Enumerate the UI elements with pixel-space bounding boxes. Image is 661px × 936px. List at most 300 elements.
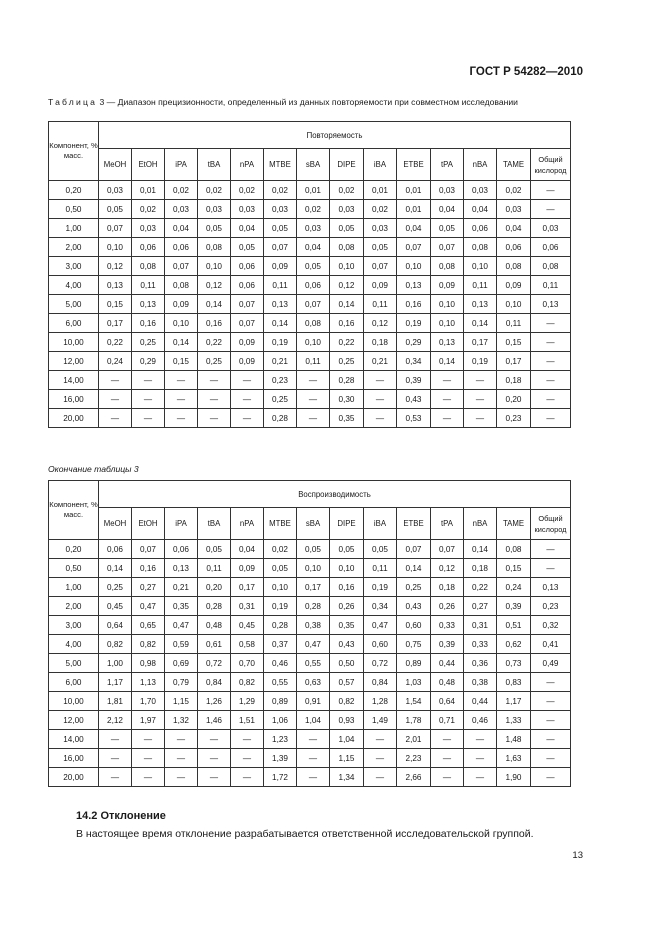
table-caption: [48, 97, 588, 109]
data-cell: 1,29: [231, 692, 264, 711]
data-cell: —: [531, 371, 571, 390]
group-header: Повторяемость: [99, 122, 571, 149]
data-cell: 0,08: [132, 257, 165, 276]
data-cell: 0,70: [231, 654, 264, 673]
data-cell: 0,08: [165, 276, 198, 295]
data-cell: 0,12: [330, 276, 364, 295]
data-cell: 0,22: [99, 333, 132, 352]
data-cell: 1,90: [497, 768, 531, 787]
data-cell: 0,61: [198, 635, 231, 654]
column-header: Общий кислород: [531, 149, 571, 181]
component-value-cell: 5,00: [49, 654, 99, 673]
column-header: ETBE: [397, 149, 431, 181]
column-header: tPA: [431, 149, 464, 181]
data-cell: 0,11: [132, 276, 165, 295]
data-cell: —: [198, 730, 231, 749]
data-cell: —: [364, 371, 397, 390]
data-cell: 0,14: [264, 314, 297, 333]
data-cell: 0,02: [231, 181, 264, 200]
data-cell: 0,69: [165, 654, 198, 673]
data-cell: 0,28: [264, 616, 297, 635]
data-cell: 1,54: [397, 692, 431, 711]
data-cell: 0,20: [497, 390, 531, 409]
group-header: Воспроизводимость: [99, 481, 571, 508]
data-cell: 0,18: [464, 559, 497, 578]
data-cell: 0,82: [330, 692, 364, 711]
data-cell: 0,16: [132, 559, 165, 578]
table-row: [49, 181, 571, 200]
data-cell: 0,08: [330, 238, 364, 257]
data-cell: 0,11: [464, 276, 497, 295]
reproducibility-table: [48, 480, 571, 787]
column-header: tBA: [198, 508, 231, 540]
column-header: nPA: [231, 508, 264, 540]
column-header: tBA: [198, 149, 231, 181]
data-cell: —: [297, 749, 330, 768]
data-cell: 0,48: [431, 673, 464, 692]
table-row: [49, 768, 571, 787]
data-cell: 0,03: [264, 200, 297, 219]
data-cell: 0,29: [397, 333, 431, 352]
data-cell: 1,39: [264, 749, 297, 768]
data-cell: 0,07: [165, 257, 198, 276]
data-cell: 0,47: [132, 597, 165, 616]
data-cell: —: [531, 314, 571, 333]
table-row: [49, 597, 571, 616]
data-cell: 0,15: [497, 559, 531, 578]
data-cell: 0,47: [364, 616, 397, 635]
data-cell: 0,98: [132, 654, 165, 673]
data-cell: 0,07: [231, 295, 264, 314]
data-cell: 0,14: [397, 559, 431, 578]
data-cell: 0,13: [431, 333, 464, 352]
data-cell: 0,16: [132, 314, 165, 333]
data-cell: 0,73: [497, 654, 531, 673]
table-row: [49, 295, 571, 314]
data-cell: 0,03: [132, 219, 165, 238]
data-cell: 0,18: [497, 371, 531, 390]
data-cell: 0,03: [464, 181, 497, 200]
table-row: [49, 390, 571, 409]
data-cell: 0,15: [99, 295, 132, 314]
data-cell: 0,03: [231, 200, 264, 219]
data-cell: 0,83: [497, 673, 531, 692]
data-cell: 0,04: [231, 540, 264, 559]
data-cell: 0,16: [330, 314, 364, 333]
data-cell: 0,14: [330, 295, 364, 314]
table-row: [49, 749, 571, 768]
data-cell: 0,09: [231, 559, 264, 578]
data-cell: 0,07: [397, 238, 431, 257]
data-cell: 0,30: [330, 390, 364, 409]
data-cell: 0,10: [431, 314, 464, 333]
data-cell: 0,37: [264, 635, 297, 654]
data-cell: 0,13: [99, 276, 132, 295]
data-cell: 0,10: [431, 295, 464, 314]
section-title: 14.2 Отклонение: [76, 810, 166, 822]
data-cell: 0,02: [264, 540, 297, 559]
data-cell: 1,04: [297, 711, 330, 730]
data-cell: 1,72: [264, 768, 297, 787]
component-value-cell: 5,00: [49, 295, 99, 314]
data-cell: 0,25: [99, 578, 132, 597]
table-row: [49, 654, 571, 673]
data-cell: 0,01: [397, 200, 431, 219]
data-cell: —: [297, 730, 330, 749]
data-cell: 0,75: [397, 635, 431, 654]
data-cell: —: [132, 371, 165, 390]
data-cell: 0,01: [132, 181, 165, 200]
data-cell: 0,04: [165, 219, 198, 238]
data-cell: 0,29: [132, 352, 165, 371]
data-cell: 0,34: [364, 597, 397, 616]
data-cell: —: [531, 692, 571, 711]
data-cell: 0,10: [264, 578, 297, 597]
data-cell: 0,04: [297, 238, 330, 257]
data-cell: —: [531, 390, 571, 409]
table-row: [49, 559, 571, 578]
data-cell: 0,06: [165, 540, 198, 559]
data-cell: —: [531, 200, 571, 219]
data-cell: 1,78: [397, 711, 431, 730]
data-cell: —: [364, 749, 397, 768]
data-cell: —: [364, 409, 397, 428]
data-cell: 0,14: [431, 352, 464, 371]
data-cell: 1,15: [165, 692, 198, 711]
caption-lead: Таблица: [48, 97, 98, 107]
data-cell: 0,23: [531, 597, 571, 616]
data-cell: 0,45: [231, 616, 264, 635]
data-cell: 0,08: [198, 238, 231, 257]
data-cell: 0,39: [431, 635, 464, 654]
data-cell: 0,82: [231, 673, 264, 692]
component-value-cell: 3,00: [49, 616, 99, 635]
data-cell: —: [431, 730, 464, 749]
data-cell: 0,72: [198, 654, 231, 673]
data-cell: 0,60: [397, 616, 431, 635]
data-cell: 0,08: [497, 257, 531, 276]
data-cell: 0,13: [264, 295, 297, 314]
data-cell: —: [231, 768, 264, 787]
column-header: iPA: [165, 149, 198, 181]
data-cell: —: [297, 371, 330, 390]
data-cell: 0,11: [198, 559, 231, 578]
data-cell: 0,01: [297, 181, 330, 200]
data-cell: —: [165, 749, 198, 768]
page-number: 13: [572, 850, 583, 861]
column-header: nBA: [464, 149, 497, 181]
data-cell: 0,45: [99, 597, 132, 616]
data-cell: 0,89: [397, 654, 431, 673]
data-cell: 0,08: [431, 257, 464, 276]
data-cell: 0,06: [297, 276, 330, 295]
data-cell: 0,01: [397, 181, 431, 200]
data-cell: 0,17: [297, 578, 330, 597]
data-cell: 1,46: [198, 711, 231, 730]
data-cell: 0,82: [99, 635, 132, 654]
data-cell: 0,18: [364, 333, 397, 352]
data-cell: —: [531, 540, 571, 559]
data-cell: 0,10: [330, 257, 364, 276]
data-cell: 0,06: [231, 276, 264, 295]
table-row: [49, 219, 571, 238]
data-cell: —: [132, 390, 165, 409]
component-value-cell: 20,00: [49, 768, 99, 787]
data-cell: 0,35: [165, 597, 198, 616]
data-cell: 0,20: [198, 578, 231, 597]
data-cell: 0,26: [431, 597, 464, 616]
component-value-cell: 6,00: [49, 314, 99, 333]
data-cell: 0,11: [264, 276, 297, 295]
data-cell: 0,10: [99, 238, 132, 257]
data-cell: 0,03: [297, 219, 330, 238]
data-cell: —: [531, 559, 571, 578]
component-value-cell: 20,00: [49, 409, 99, 428]
data-cell: 0,24: [99, 352, 132, 371]
data-cell: 0,27: [464, 597, 497, 616]
data-cell: —: [231, 409, 264, 428]
column-header: EtOH: [132, 149, 165, 181]
data-cell: 0,02: [364, 200, 397, 219]
data-cell: 0,71: [431, 711, 464, 730]
component-value-cell: 0,20: [49, 181, 99, 200]
data-cell: 0,25: [198, 352, 231, 371]
table-row: [49, 314, 571, 333]
data-cell: 0,04: [464, 200, 497, 219]
data-cell: —: [464, 768, 497, 787]
data-cell: 0,62: [497, 635, 531, 654]
column-header: TAME: [497, 508, 531, 540]
data-cell: 0,28: [330, 371, 364, 390]
data-cell: 0,55: [264, 673, 297, 692]
data-cell: 0,25: [264, 390, 297, 409]
data-cell: —: [165, 390, 198, 409]
data-cell: 0,09: [264, 257, 297, 276]
data-cell: 0,21: [264, 352, 297, 371]
table-row: [49, 673, 571, 692]
data-cell: 0,14: [165, 333, 198, 352]
data-cell: 0,07: [264, 238, 297, 257]
data-cell: —: [198, 371, 231, 390]
column-header: DIPE: [330, 508, 364, 540]
data-cell: —: [364, 768, 397, 787]
data-cell: 1,04: [330, 730, 364, 749]
data-cell: 0,04: [497, 219, 531, 238]
data-cell: —: [198, 768, 231, 787]
data-cell: 1,06: [264, 711, 297, 730]
data-cell: —: [132, 768, 165, 787]
data-cell: 0,14: [464, 314, 497, 333]
data-cell: 0,03: [165, 200, 198, 219]
data-cell: 0,10: [397, 257, 431, 276]
column-header: MeOH: [99, 508, 132, 540]
data-cell: 0,58: [231, 635, 264, 654]
data-cell: 0,17: [231, 578, 264, 597]
data-cell: —: [165, 730, 198, 749]
table-row: [49, 200, 571, 219]
data-cell: 0,28: [198, 597, 231, 616]
data-cell: 0,17: [464, 333, 497, 352]
data-cell: 0,19: [464, 352, 497, 371]
data-cell: 0,21: [165, 578, 198, 597]
data-cell: 0,12: [431, 559, 464, 578]
data-cell: 0,16: [330, 578, 364, 597]
data-cell: 0,05: [264, 559, 297, 578]
column-header: TAME: [497, 149, 531, 181]
data-cell: 1,70: [132, 692, 165, 711]
data-cell: 0,05: [431, 219, 464, 238]
data-cell: 1,48: [497, 730, 531, 749]
data-cell: 0,13: [464, 295, 497, 314]
data-cell: 1,34: [330, 768, 364, 787]
data-cell: 0,11: [297, 352, 330, 371]
caption-text: 3 — Диапазон прецизионности, определенный из данных повторяемости при совместном исследовании: [97, 97, 518, 107]
data-cell: 0,14: [198, 295, 231, 314]
data-cell: 0,10: [297, 333, 330, 352]
section-text: В настоящее время отклонение разрабатывается ответственной исследовательской группой.: [76, 828, 534, 840]
data-cell: 0,08: [531, 257, 571, 276]
repeatability-table: [48, 121, 571, 428]
data-cell: 0,22: [198, 333, 231, 352]
data-cell: —: [99, 730, 132, 749]
data-cell: 0,64: [431, 692, 464, 711]
data-cell: 0,33: [464, 635, 497, 654]
data-cell: 0,57: [330, 673, 364, 692]
data-cell: 0,06: [464, 219, 497, 238]
data-cell: 0,03: [531, 219, 571, 238]
data-cell: 0,05: [198, 219, 231, 238]
data-cell: 0,06: [165, 238, 198, 257]
component-value-cell: 12,00: [49, 352, 99, 371]
column-header: MTBE: [264, 508, 297, 540]
data-cell: —: [531, 181, 571, 200]
data-cell: 1,28: [364, 692, 397, 711]
data-cell: 1,81: [99, 692, 132, 711]
data-cell: 0,33: [431, 616, 464, 635]
component-value-cell: 10,00: [49, 692, 99, 711]
data-cell: 0,50: [330, 654, 364, 673]
component-value-cell: 4,00: [49, 635, 99, 654]
data-cell: 0,05: [364, 238, 397, 257]
data-cell: 0,03: [198, 200, 231, 219]
data-cell: 0,02: [165, 181, 198, 200]
data-cell: 1,26: [198, 692, 231, 711]
data-cell: 0,06: [231, 257, 264, 276]
data-cell: 0,02: [330, 181, 364, 200]
data-cell: 0,27: [132, 578, 165, 597]
data-cell: 0,03: [431, 181, 464, 200]
data-cell: 0,31: [231, 597, 264, 616]
column-header: DIPE: [330, 149, 364, 181]
data-cell: 0,84: [364, 673, 397, 692]
data-cell: 0,13: [531, 295, 571, 314]
data-cell: —: [531, 333, 571, 352]
data-cell: 0,10: [464, 257, 497, 276]
data-cell: 0,07: [297, 295, 330, 314]
data-cell: 1,63: [497, 749, 531, 768]
data-cell: 0,04: [397, 219, 431, 238]
data-cell: —: [364, 730, 397, 749]
component-value-cell: 1,00: [49, 219, 99, 238]
data-cell: —: [165, 768, 198, 787]
data-cell: 0,09: [497, 276, 531, 295]
data-cell: 0,43: [397, 390, 431, 409]
data-cell: 0,05: [198, 540, 231, 559]
column-header: iPA: [165, 508, 198, 540]
data-cell: 0,02: [497, 181, 531, 200]
data-cell: —: [431, 390, 464, 409]
component-value-cell: 1,00: [49, 578, 99, 597]
data-cell: 0,07: [364, 257, 397, 276]
data-cell: —: [132, 749, 165, 768]
data-cell: 0,12: [364, 314, 397, 333]
data-cell: 0,44: [464, 692, 497, 711]
data-cell: 0,08: [297, 314, 330, 333]
data-cell: 0,65: [132, 616, 165, 635]
data-cell: 0,36: [464, 654, 497, 673]
data-cell: 0,10: [198, 257, 231, 276]
data-cell: 0,41: [531, 635, 571, 654]
data-cell: 0,05: [297, 540, 330, 559]
data-cell: 2,66: [397, 768, 431, 787]
table-row: [49, 616, 571, 635]
data-cell: 0,60: [364, 635, 397, 654]
data-cell: 0,05: [231, 238, 264, 257]
data-cell: 0,08: [497, 540, 531, 559]
data-cell: 0,19: [264, 597, 297, 616]
data-cell: 0,34: [397, 352, 431, 371]
data-cell: —: [431, 409, 464, 428]
table-row: [49, 371, 571, 390]
data-cell: 0,43: [330, 635, 364, 654]
table-row: [49, 730, 571, 749]
data-cell: 0,13: [132, 295, 165, 314]
data-cell: —: [464, 390, 497, 409]
data-cell: —: [132, 409, 165, 428]
column-header: ETBE: [397, 508, 431, 540]
data-cell: 1,13: [132, 673, 165, 692]
data-cell: 0,72: [364, 654, 397, 673]
data-cell: 0,11: [497, 314, 531, 333]
column-header: Общий кислород: [531, 508, 571, 540]
standard-number: ГОСТ Р 54282—2010: [469, 66, 583, 78]
data-cell: —: [531, 768, 571, 787]
data-cell: 0,08: [464, 238, 497, 257]
data-cell: —: [364, 390, 397, 409]
data-cell: 2,01: [397, 730, 431, 749]
table-row: [49, 257, 571, 276]
data-cell: 0,23: [264, 371, 297, 390]
data-cell: 0,84: [198, 673, 231, 692]
data-cell: 0,04: [231, 219, 264, 238]
table-row: [49, 333, 571, 352]
data-cell: 1,97: [132, 711, 165, 730]
data-cell: 0,13: [165, 559, 198, 578]
component-value-cell: 0,20: [49, 540, 99, 559]
data-cell: 0,79: [165, 673, 198, 692]
data-cell: 1,17: [99, 673, 132, 692]
data-cell: —: [231, 730, 264, 749]
data-cell: 0,07: [231, 314, 264, 333]
data-cell: 0,07: [431, 238, 464, 257]
component-value-cell: 6,00: [49, 673, 99, 692]
data-cell: 0,02: [264, 181, 297, 200]
data-cell: —: [531, 409, 571, 428]
data-cell: 0,17: [497, 352, 531, 371]
data-cell: 1,03: [397, 673, 431, 692]
component-value-cell: 0,50: [49, 200, 99, 219]
data-cell: 0,01: [364, 181, 397, 200]
